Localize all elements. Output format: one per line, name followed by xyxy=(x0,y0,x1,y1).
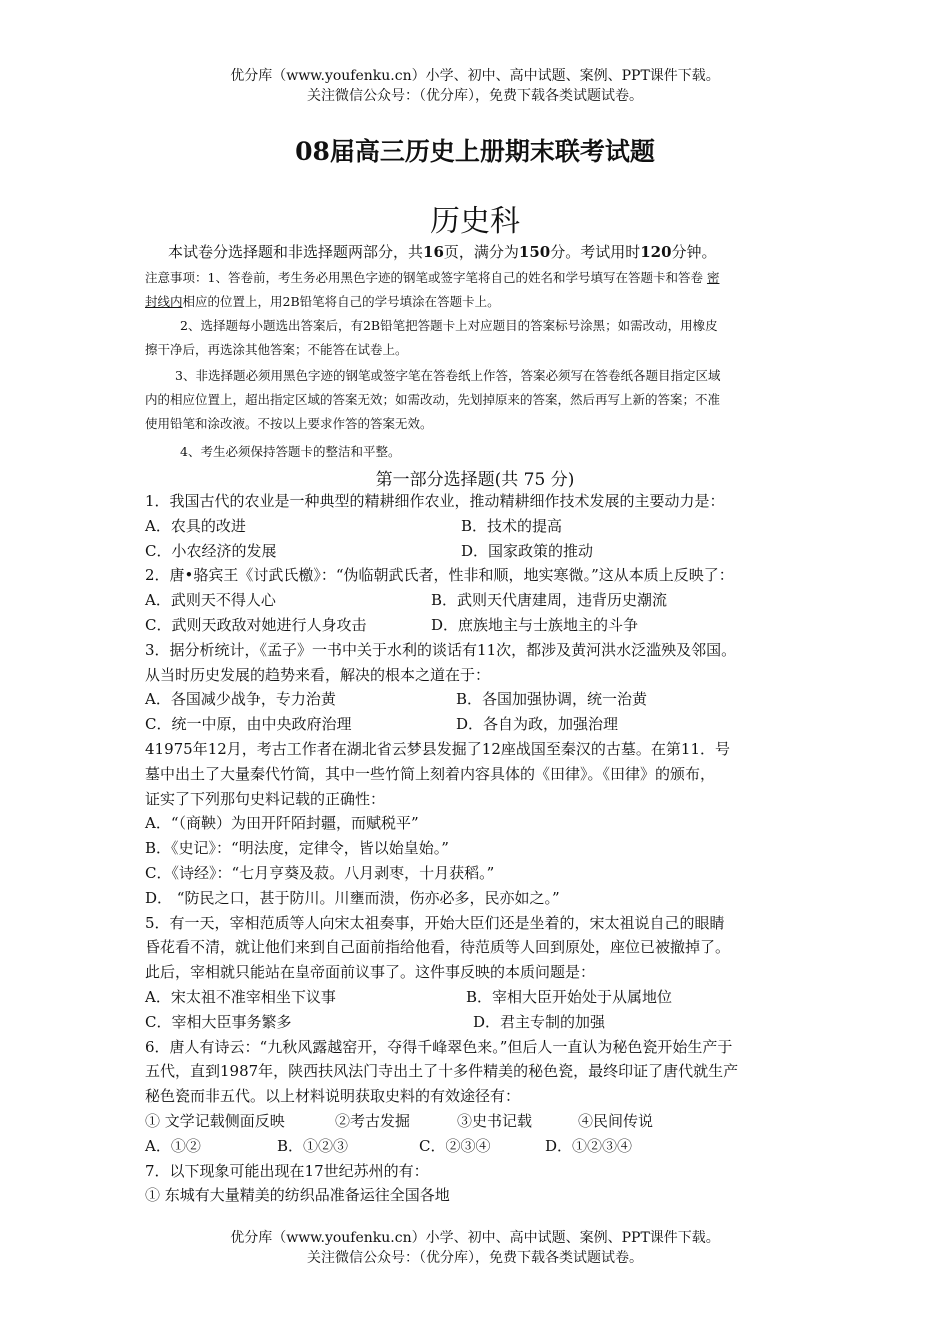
q1-options-cd xyxy=(145,539,835,564)
q6-item-4: ④民间传说 xyxy=(578,1111,654,1130)
q1-option-a: A．农具的改进 xyxy=(145,516,246,535)
q7-item-1: ① 东城有大量精美的纺织品准备运往全国各地 xyxy=(145,1186,450,1205)
q5-option-b: B．宰相大臣开始处于从属地位 xyxy=(466,987,673,1006)
exam-intro xyxy=(168,242,717,262)
q6-item-1: ① 文学记载侧面反映 xyxy=(145,1111,285,1130)
q1-option-c: C．小农经济的发展 xyxy=(145,541,277,560)
q1-options-ab xyxy=(145,514,835,539)
q3-options-cd xyxy=(145,712,835,737)
note-1-text-2: 相应的位置上，用2B铅笔将自己的学号填涂在答题卡上。 xyxy=(182,294,500,309)
note-4: 4、考生必须保持答题卡的整洁和平整。 xyxy=(180,444,401,459)
q4-option-c: C．《诗经》：“七月亨葵及菽。八月剥枣，十月获稻。” xyxy=(145,863,495,882)
q1-option-b: B．技术的提高 xyxy=(461,516,563,535)
page-header xyxy=(0,66,950,106)
q6-stem-3: 秘色瓷而非五代。以上材料说明获取史料的有效途径有： xyxy=(145,1087,521,1106)
intro-text-4: 分钟。 xyxy=(671,243,717,261)
footer-line-1: 优分库（www.youfenku.cn）小学、初中、高中试题、案例、PPT课件下载。 xyxy=(230,1230,720,1246)
exam-title: 08届高三历史上册期末联考试题 xyxy=(295,137,655,166)
section-heading: 第一部分选择题(共 75 分) xyxy=(375,470,575,490)
header-line-1: 优分库（www.youfenku.cn）小学、初中、高中试题、案例、PPT课件下载。 xyxy=(230,68,720,84)
q3-stem-1: 3．据分析统计，《孟子》一书中关于水利的谈话有11次，都涉及黄河洪水泛滥殃及邻国。 xyxy=(145,640,737,659)
q5-stem-1: 5．有一天，宰相范质等人向宋太祖奏事，开始大臣们还是坐着的，宋太祖说自己的眼睛 xyxy=(145,913,725,932)
q4-stem-1: 41975年12月，考古工作者在湖北省云梦县发掘了12座战国至秦汉的古墓。在第11．号 xyxy=(145,739,730,758)
q3-options-ab xyxy=(145,687,835,712)
q6-options xyxy=(145,1134,835,1159)
note-1-text: 注意事项：1、答卷前，考生务必用黑色字迹的钢笔或签字笔将自己的姓名和学号填写在答题卡和答卷 xyxy=(145,270,703,285)
footer-line-2: 关注微信公众号：（优分库），免费下载各类试题试卷。 xyxy=(307,1250,643,1266)
exam-notes xyxy=(145,266,815,314)
note-3: 3、非选择题必须用黑色字迹的钢笔或签字笔在答卷纸上作答，答案必须写在答卷纸各题目指定区域 xyxy=(175,368,721,383)
q5-options-cd xyxy=(145,1010,835,1035)
q1-option-d: D．国家政策的推动 xyxy=(461,541,594,560)
q2-options-ab xyxy=(145,588,835,613)
q5-option-c: C．宰相大臣事务繁多 xyxy=(145,1012,292,1031)
note-3-cont-1: 内的相应位置上，超出指定区域的答案无效；如需改动，先划掉原来的答案，然后再写上新的答案；不准 xyxy=(145,392,721,407)
q4-stem-2: 墓中出土了大量秦代竹简，其中一些竹简上刻着内容具体的《田律》。《田律》的颁布， xyxy=(145,764,716,783)
q1-stem: 1．我国古代的农业是一种典型的精耕细作农业，推动精耕细作技术发展的主要动力是： xyxy=(145,492,725,510)
intro-time: 120 xyxy=(640,243,672,261)
q6-option-d: D．①②③④ xyxy=(545,1136,633,1155)
q5-option-d: D．君主专制的加强 xyxy=(473,1012,606,1031)
note-2: 2、选择题每小题选出答案后，有2B铅笔把答题卡上对应题目的答案标号涂黑；如需改动，用橡皮 xyxy=(180,318,718,333)
q6-items xyxy=(145,1109,835,1134)
page-footer xyxy=(0,1228,950,1268)
intro-text-1: 本试卷分选择题和非选择题两部分，共 xyxy=(168,243,424,261)
note-1-underline-2: 封线内 xyxy=(145,294,183,309)
q5-options-ab xyxy=(145,985,835,1010)
q2-option-d: D．庶族地主与士族地主的斗争 xyxy=(431,615,639,634)
q7-stem: 7．以下现象可能出现在17世纪苏州的有： xyxy=(145,1161,429,1180)
q5-stem-3: 此后，宰相就只能站在皇帝面前议事了。这件事反映的本质问题是： xyxy=(145,963,596,982)
intro-score: 150 xyxy=(518,243,551,261)
q5-option-a: A．宋太祖不准宰相坐下议事 xyxy=(145,987,336,1006)
intro-text-3: 分。考试用时 xyxy=(550,243,641,261)
q3-option-a: A．各国减少战争，专力治黄 xyxy=(145,690,336,709)
q6-item-2: ②考古发掘 xyxy=(335,1111,411,1130)
note-1-cont xyxy=(145,290,815,314)
header-line-2: 关注微信公众号：（优分库），免费下载各类试题试卷。 xyxy=(307,88,643,104)
q6-option-a: A．①② xyxy=(145,1136,201,1155)
intro-pages: 16 xyxy=(423,243,444,261)
q4-option-a: A．“（商鞅）为田开阡陌封疆，而赋税平” xyxy=(145,814,419,833)
exam-note-4 xyxy=(145,440,815,464)
q3-option-c: C．统一中原，由中央政府治理 xyxy=(145,715,352,734)
question-list xyxy=(145,489,835,1208)
q3-option-d: D．各自为政，加强治理 xyxy=(456,715,619,734)
q4-option-b: B．《史记》：“明法度，定律令，皆以始皇始。” xyxy=(145,839,449,858)
q6-option-b: B．①②③ xyxy=(277,1136,349,1155)
q2-option-a: A．武则天不得人心 xyxy=(145,591,276,610)
note-2-cont: 擦干净后，再选涂其他答案；不能答在试卷上。 xyxy=(145,342,408,357)
q6-stem-1: 6．唐人有诗云：“九秋风露越窑开，夺得千峰翠色来。”但后人一直认为秘色瓷开始生产于 xyxy=(145,1037,733,1056)
q2-option-b: B．武则天代唐建周，违背历史潮流 xyxy=(431,591,668,610)
note-3-cont-2: 使用铅笔和涂改液。不按以上要求作答的答案无效。 xyxy=(145,416,433,431)
intro-text-2: 页，满分为 xyxy=(443,243,519,261)
exam-note-3 xyxy=(145,364,815,436)
q2-option-c: C．武则天政敌对她进行人身攻击 xyxy=(145,615,367,634)
note-1-underline-1: 密 xyxy=(706,270,720,285)
q2-options-cd xyxy=(145,613,835,638)
q5-stem-2: 昏花看不清，就让他们来到自己面前指给他看，待范质等人回到原处，座位已被撤掉了。 xyxy=(145,938,731,957)
q4-stem-3: 证实了下列那句史料记载的正确性： xyxy=(145,789,386,808)
q3-stem-2: 从当时历史发展的趋势来看，解决的根本之道在于： xyxy=(145,665,491,684)
q6-item-3: ③史书记载 xyxy=(457,1111,533,1130)
q3-option-b: B．各国加强协调，统一治黄 xyxy=(456,690,648,709)
q4-option-d: D． “防民之口，甚于防川。川壅而溃，伤亦必多，民亦如之。” xyxy=(145,888,560,907)
exam-subtitle: 历史科 xyxy=(430,204,520,239)
q6-stem-2: 五代，直到1987年，陕西扶风法门寺出土了十多件精美的秘色瓷，最终印证了唐代就生产 xyxy=(145,1062,739,1081)
q6-option-c: C．②③④ xyxy=(419,1136,491,1155)
exam-note-2 xyxy=(145,314,815,362)
note-1 xyxy=(145,266,815,290)
q2-stem: 2．唐•骆宾王《讨武氏檄》：“伪临朝武氏者，性非和顺，地实寒微。”这从本质上反映了： xyxy=(145,566,734,585)
